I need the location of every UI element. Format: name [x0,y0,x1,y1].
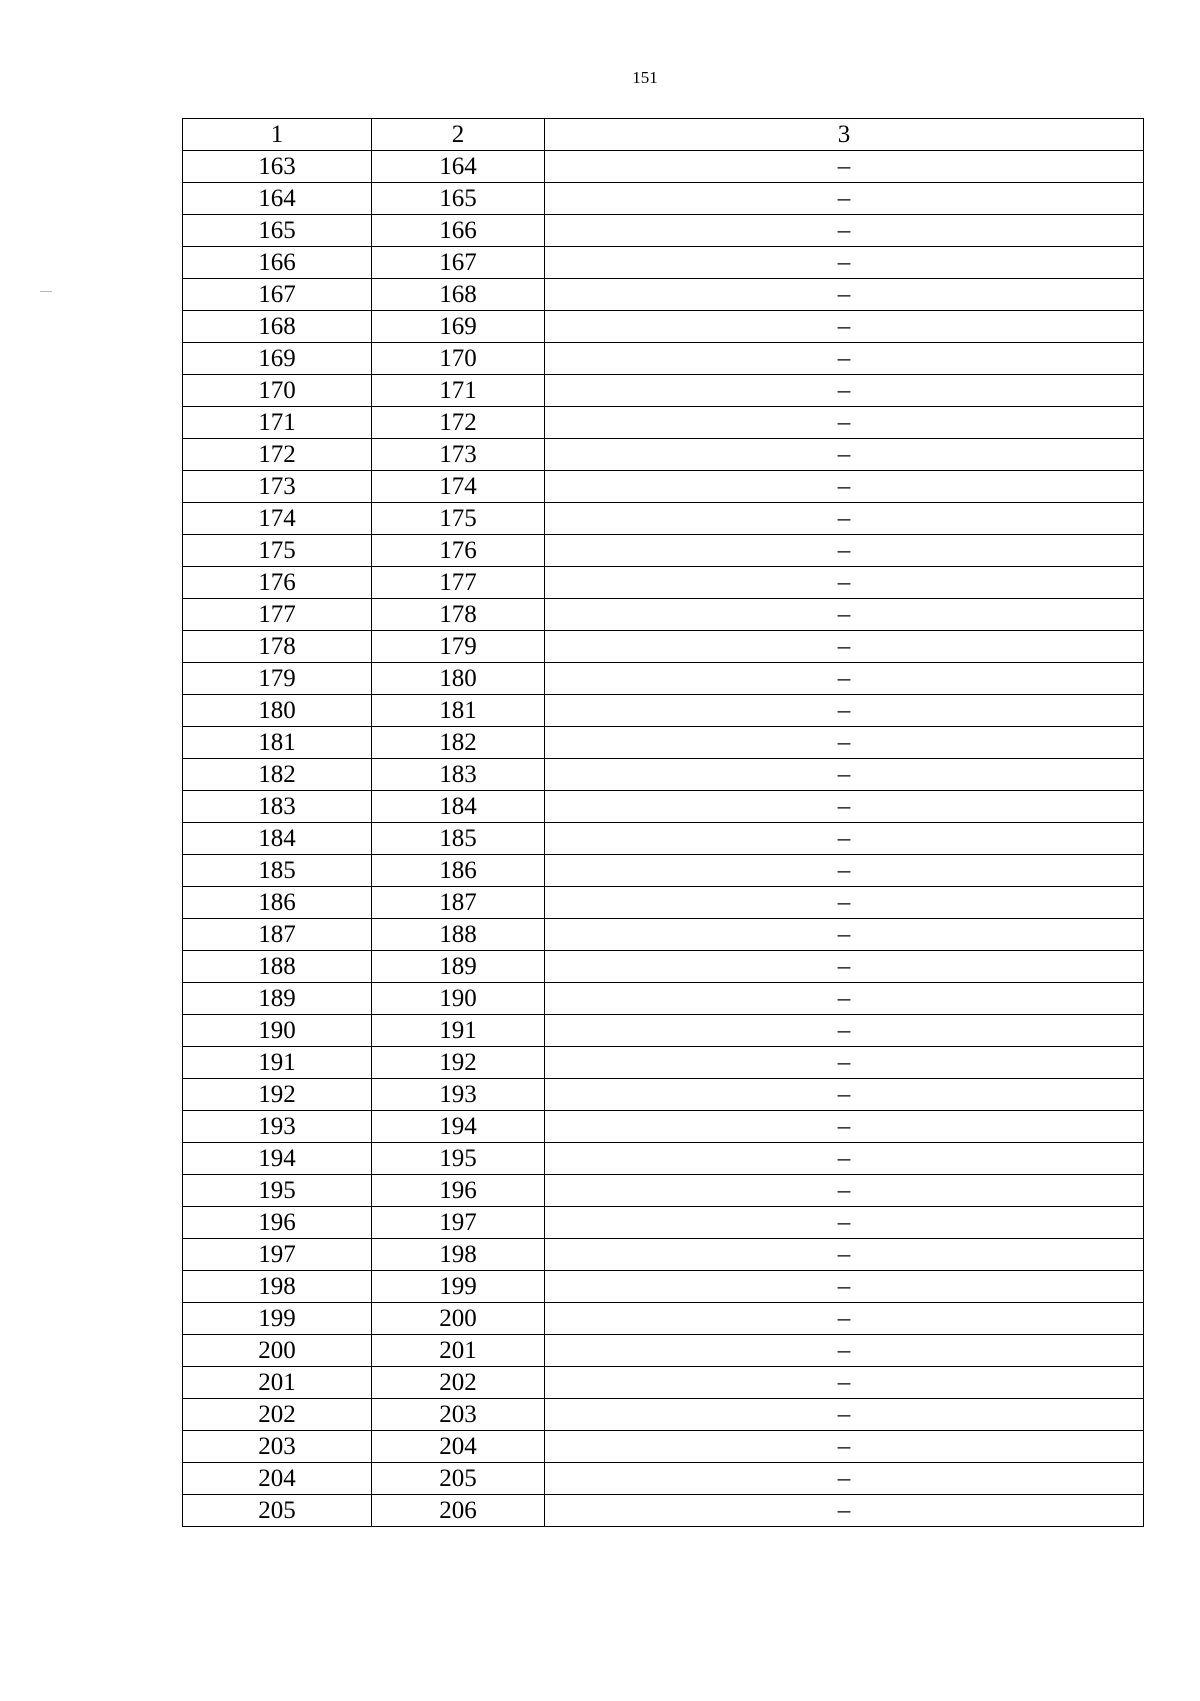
cell-col-3: – [545,567,1144,599]
table-row [183,311,1144,343]
cell-col-3: – [545,1271,1144,1303]
cell-col-2: 171 [372,375,545,407]
cell-col-1: 165 [183,215,372,247]
cell-col-1: 167 [183,279,372,311]
cell-col-3: – [545,471,1144,503]
cell-col-2: 168 [372,279,545,311]
cell-col-2: 166 [372,215,545,247]
cell-col-1: 164 [183,183,372,215]
table-row [183,855,1144,887]
cell-col-2: 179 [372,631,545,663]
table-row [183,1367,1144,1399]
cell-col-1: 186 [183,887,372,919]
cell-col-3: – [545,439,1144,471]
cell-col-1: 188 [183,951,372,983]
page-number: 151 [632,68,658,87]
cell-col-2: 199 [372,1271,545,1303]
cell-col-2: 206 [372,1495,545,1527]
table-row [183,631,1144,663]
cell-col-2: 169 [372,311,545,343]
cell-col-3: – [545,151,1144,183]
table-row [183,919,1144,951]
table-row [183,599,1144,631]
table-row [183,375,1144,407]
table-row [183,1271,1144,1303]
cell-col-1: 181 [183,727,372,759]
cell-col-1: 166 [183,247,372,279]
table-row [183,1079,1144,1111]
cell-col-2: 182 [372,727,545,759]
table-row [183,1431,1144,1463]
cell-col-2: 165 [372,183,545,215]
cell-col-1: 175 [183,535,372,567]
cell-col-2: 194 [372,1111,545,1143]
cell-col-1: 179 [183,663,372,695]
cell-col-3: – [545,951,1144,983]
cell-col-3: – [545,1047,1144,1079]
table-row [183,1111,1144,1143]
cell-col-3: – [545,791,1144,823]
cell-col-2: 190 [372,983,545,1015]
cell-col-1: 180 [183,695,372,727]
table-row [183,1335,1144,1367]
table-row [183,503,1144,535]
table-body [183,119,1144,1527]
table-row [183,663,1144,695]
column-header-1: 1 [183,119,372,151]
table-row [183,727,1144,759]
cell-col-2: 189 [372,951,545,983]
cell-col-3: – [545,1431,1144,1463]
table-row [183,535,1144,567]
cell-col-1: 172 [183,439,372,471]
cell-col-2: 205 [372,1463,545,1495]
cell-col-2: 170 [372,343,545,375]
cell-col-2: 203 [372,1399,545,1431]
cell-col-2: 201 [372,1335,545,1367]
table-row [183,1143,1144,1175]
scan-mark [40,291,52,292]
cell-col-2: 172 [372,407,545,439]
cell-col-2: 183 [372,759,545,791]
cell-col-2: 192 [372,1047,545,1079]
table-row [183,1207,1144,1239]
cell-col-3: – [545,343,1144,375]
table-row [183,1303,1144,1335]
cell-col-1: 185 [183,855,372,887]
cell-col-2: 167 [372,247,545,279]
cell-col-1: 171 [183,407,372,439]
cell-col-1: 201 [183,1367,372,1399]
cell-col-3: – [545,1303,1144,1335]
table-row [183,183,1144,215]
cell-col-3: – [545,1367,1144,1399]
table-row [183,759,1144,791]
cell-col-2: 195 [372,1143,545,1175]
cell-col-3: – [545,1015,1144,1047]
cell-col-3: – [545,887,1144,919]
table-row [183,823,1144,855]
table-row [183,567,1144,599]
cell-col-1: 203 [183,1431,372,1463]
cell-col-1: 195 [183,1175,372,1207]
table-row [183,439,1144,471]
cell-col-1: 205 [183,1495,372,1527]
cell-col-3: – [545,215,1144,247]
data-table [182,118,1144,1527]
table-row [183,1463,1144,1495]
table-row [183,1047,1144,1079]
cell-col-3: – [545,823,1144,855]
table-row [183,151,1144,183]
cell-col-2: 185 [372,823,545,855]
table-row [183,215,1144,247]
table-row [183,887,1144,919]
cell-col-1: 193 [183,1111,372,1143]
cell-col-3: – [545,599,1144,631]
cell-col-1: 184 [183,823,372,855]
table-row [183,695,1144,727]
cell-col-3: – [545,855,1144,887]
cell-col-2: 187 [372,887,545,919]
cell-col-1: 178 [183,631,372,663]
cell-col-3: – [545,1239,1144,1271]
cell-col-3: – [545,503,1144,535]
cell-col-3: – [545,279,1144,311]
cell-col-2: 186 [372,855,545,887]
table-header-row [183,119,1144,151]
cell-col-3: – [545,183,1144,215]
cell-col-3: – [545,1207,1144,1239]
table-row [183,343,1144,375]
table-row [183,791,1144,823]
cell-col-3: – [545,1495,1144,1527]
cell-col-1: 194 [183,1143,372,1175]
cell-col-1: 187 [183,919,372,951]
cell-col-1: 177 [183,599,372,631]
cell-col-1: 198 [183,1271,372,1303]
cell-col-2: 196 [372,1175,545,1207]
cell-col-1: 202 [183,1399,372,1431]
cell-col-2: 177 [372,567,545,599]
cell-col-3: – [545,919,1144,951]
cell-col-3: – [545,375,1144,407]
table-row [183,1015,1144,1047]
cell-col-2: 198 [372,1239,545,1271]
cell-col-3: – [545,631,1144,663]
cell-col-2: 188 [372,919,545,951]
cell-col-3: – [545,1143,1144,1175]
cell-col-1: 174 [183,503,372,535]
cell-col-3: – [545,1079,1144,1111]
cell-col-1: 168 [183,311,372,343]
cell-col-1: 173 [183,471,372,503]
cell-col-1: 163 [183,151,372,183]
cell-col-2: 200 [372,1303,545,1335]
cell-col-3: – [545,535,1144,567]
table-row [183,247,1144,279]
cell-col-3: – [545,247,1144,279]
cell-col-1: 189 [183,983,372,1015]
table-row [183,1175,1144,1207]
table-row [183,279,1144,311]
cell-col-1: 170 [183,375,372,407]
cell-col-2: 193 [372,1079,545,1111]
cell-col-2: 175 [372,503,545,535]
cell-col-2: 164 [372,151,545,183]
table-row [183,983,1144,1015]
cell-col-1: 176 [183,567,372,599]
cell-col-1: 190 [183,1015,372,1047]
cell-col-1: 196 [183,1207,372,1239]
table-row [183,1239,1144,1271]
cell-col-3: – [545,759,1144,791]
cell-col-1: 197 [183,1239,372,1271]
cell-col-2: 173 [372,439,545,471]
cell-col-2: 202 [372,1367,545,1399]
cell-col-2: 181 [372,695,545,727]
cell-col-3: – [545,407,1144,439]
cell-col-1: 182 [183,759,372,791]
cell-col-2: 176 [372,535,545,567]
cell-col-3: – [545,1335,1144,1367]
cell-col-1: 191 [183,1047,372,1079]
cell-col-2: 191 [372,1015,545,1047]
cell-col-3: – [545,311,1144,343]
table-row [183,471,1144,503]
cell-col-3: – [545,1399,1144,1431]
cell-col-1: 183 [183,791,372,823]
cell-col-2: 180 [372,663,545,695]
cell-col-2: 178 [372,599,545,631]
cell-col-3: – [545,983,1144,1015]
cell-col-3: – [545,695,1144,727]
cell-col-1: 192 [183,1079,372,1111]
cell-col-3: – [545,1175,1144,1207]
cell-col-2: 197 [372,1207,545,1239]
cell-col-2: 174 [372,471,545,503]
cell-col-3: – [545,727,1144,759]
cell-col-1: 200 [183,1335,372,1367]
cell-col-3: – [545,663,1144,695]
column-header-2: 2 [372,119,545,151]
table-row [183,1399,1144,1431]
cell-col-2: 184 [372,791,545,823]
table-row [183,1495,1144,1527]
cell-col-1: 204 [183,1463,372,1495]
table-row [183,407,1144,439]
cell-col-1: 169 [183,343,372,375]
column-header-3: 3 [545,119,1144,151]
cell-col-3: – [545,1111,1144,1143]
table-row [183,951,1144,983]
cell-col-3: – [545,1463,1144,1495]
cell-col-2: 204 [372,1431,545,1463]
cell-col-1: 199 [183,1303,372,1335]
